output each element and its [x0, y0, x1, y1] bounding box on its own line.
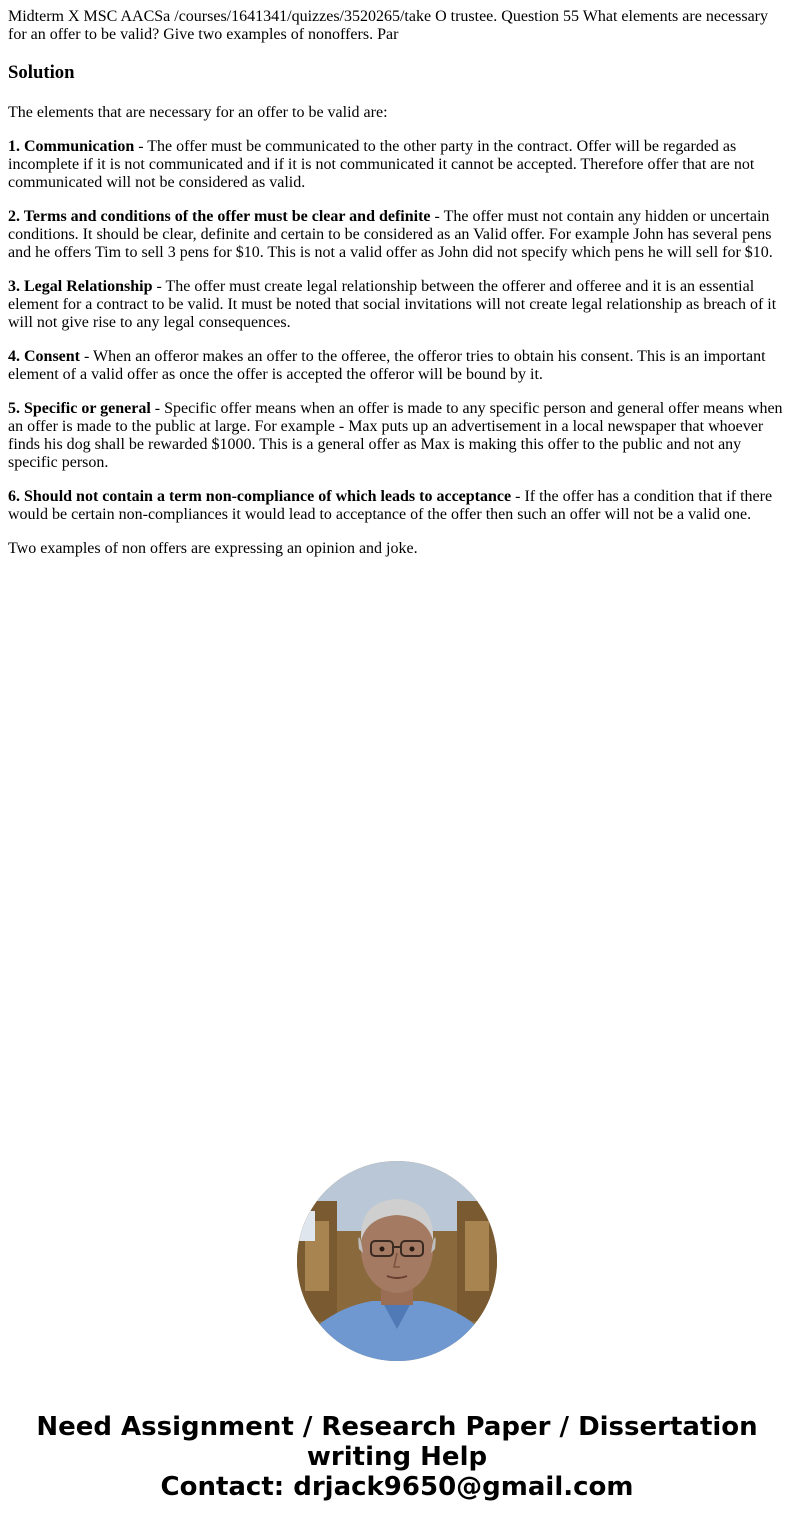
item-term: 5. Specific or general — [8, 400, 151, 417]
item-term: 4. Consent — [8, 348, 81, 365]
item-text: - The offer must not contain any hidden or uncertain conditions. It should be clear, definite and certain to be considered as an Valid offer. For example John has several pens and he offers Tim to sell 3 pens for $10. This is not a valid offer as John did not specify which pens he will sell for $10. — [8, 208, 773, 261]
item-term: 2. Terms and conditions of the offer must be clear and definite — [8, 208, 431, 225]
list-item — [8, 138, 786, 192]
person-portrait-icon — [297, 1161, 497, 1361]
list-item — [8, 488, 786, 524]
list-item — [8, 348, 786, 384]
item-text: - Specific offer means when an offer is made to any specific person and general offer means when an offer is made to the public at large. For example - Max puts up an advertisement in a local newspaper that whoever finds his dog shall be rewarded $1000. This is a general offer as Max is making this offer to the public and not any specific person. — [8, 400, 783, 471]
item-text: - If the offer has a condition that if there would be certain non-compliances it would lead to acceptance of the offer then such an offer will not be a valid one. — [8, 488, 773, 523]
item-term: 6. Should not contain a term non-compliance of which leads to acceptance — [8, 488, 512, 505]
item-text: - When an offeror makes an offer to the offeree, the offeror tries to obtain his consent. This is an important element of a valid offer as once the offer is accepted the offeror will be bound by it. — [8, 348, 766, 383]
item-text: - The offer must be communicated to the other party in the contract. Offer will be regarded as incomplete if it is not communicated and if it is not communicated it cannot be accepted. Therefore offer that are not communicated will not be considered as valid. — [8, 138, 755, 191]
list-item — [8, 400, 786, 472]
promo-headline: Need Assignment / Research Paper / Dissertation writing Help — [36, 1412, 758, 1472]
promo-banner — [0, 1412, 794, 1502]
list-item — [8, 278, 786, 332]
question-text: Midterm X MSC AACSa /courses/1641341/quizzes/3520265/take O trustee. Question 55 What elements are necessary for an offer to be valid? Give two examples of nonoffers. Par — [8, 8, 768, 43]
solution-closing: Two examples of non offers are expressing an opinion and joke. — [8, 540, 418, 557]
item-text: - The offer must create legal relationship between the offerer and offeree and it is an essential element for a contract to be valid. It must be noted that social invitations will not create legal relationship as breach of it will not give rise to any legal consequences. — [8, 278, 777, 331]
solution-intro: The elements that are necessary for an offer to be valid are: — [8, 104, 388, 121]
item-term: 1. Communication — [8, 138, 135, 155]
solution-heading: Solution — [8, 62, 75, 83]
list-item — [8, 208, 786, 262]
promo-contact: Contact: drjack9650@gmail.com — [160, 1472, 634, 1502]
document-page — [0, 8, 794, 558]
avatar — [297, 1161, 497, 1361]
item-term: 3. Legal Relationship — [8, 278, 153, 295]
